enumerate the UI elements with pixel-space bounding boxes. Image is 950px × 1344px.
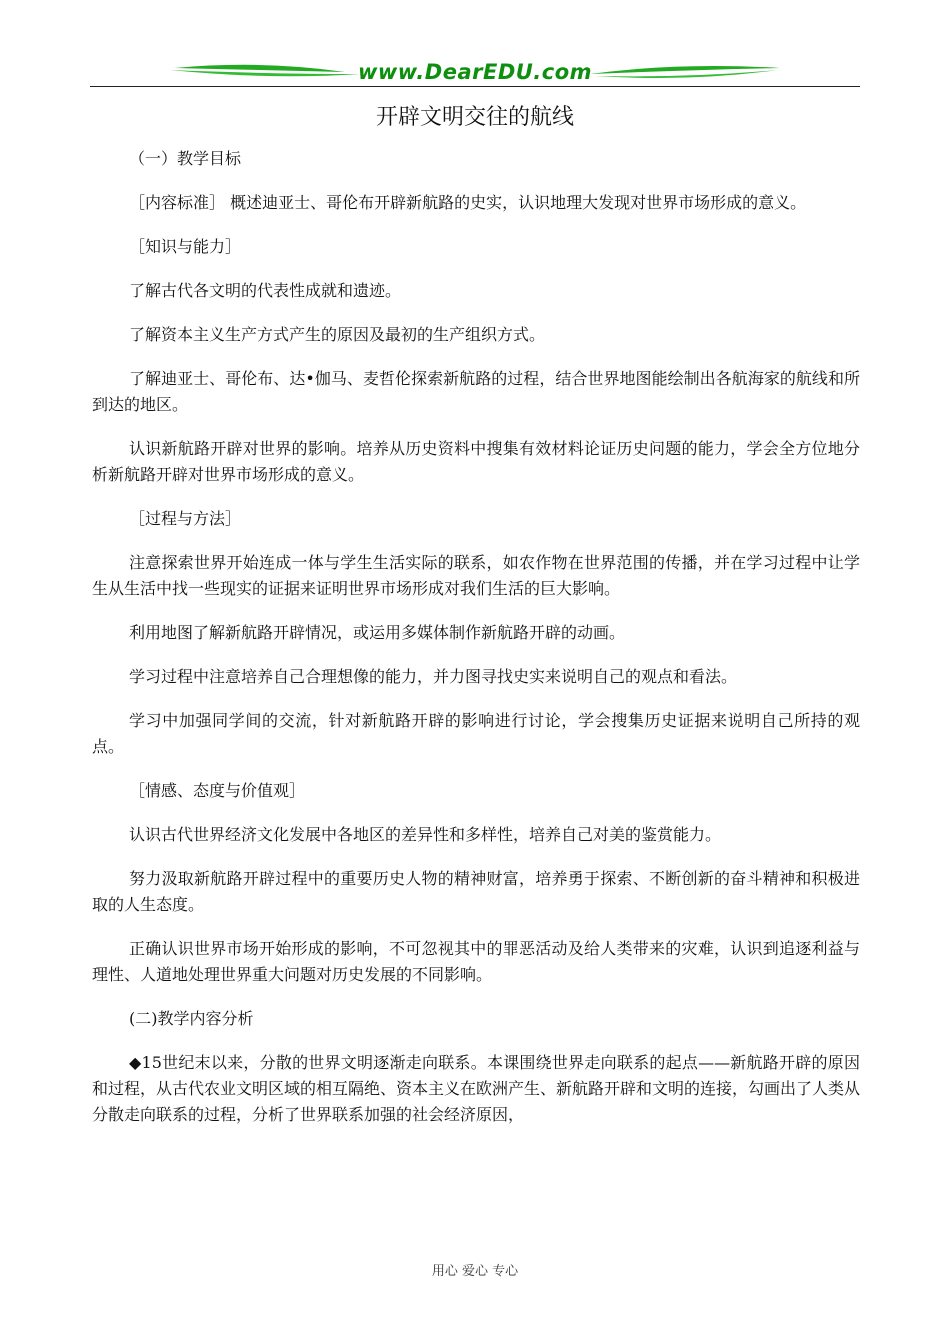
paragraph: 了解资本主义生产方式产生的原因及最初的生产组织方式。	[129, 325, 546, 344]
paragraph: 利用地图了解新航路开辟情况，或运用多媒体制作新航路开辟的动画。	[129, 623, 626, 642]
paragraph: 认识古代世界经济文化发展中各地区的差异性和多样性，培养自己对美的鉴赏能力。	[129, 825, 722, 844]
subheading-knowledge-ability: ［知识与能力］	[129, 237, 242, 256]
paragraph: ◆15世纪末以来，分散的世界文明逐渐走向联系。本课围绕世界走向联系的起点——新航路开辟的原因和过程，从古代农业文明区域的相互隔绝、资本主义在欧洲产生、新航路开辟和文明的连接，勾画出了人类从分散走向联系的过程，分析了世界联系加强的社会经济原因，	[92, 1053, 861, 1124]
paragraph: 正确认识世界市场开始形成的影响，不可忽视其中的罪恶活动及给人类带来的灾难，认识到追逐利益与理性、人道地处理世界重大问题对历史发展的不同影响。	[92, 939, 860, 984]
page-footer: 用心 爱心 专心	[431, 1264, 519, 1279]
paragraph: 注意探索世界开始连成一体与学生生活实际的联系，如农作物在世界范围的传播，并在学习过程中让学生从生活中找一些现实的证据来证明世界市场形成对我们生活的巨大影响。	[92, 553, 860, 598]
section-heading-objectives: （一）教学目标	[129, 149, 242, 168]
paragraph: 认识新航路开辟对世界的影响。培养从历史资料中搜集有效材料论证历史问题的能力，学会全方位地分析新航路开辟对世界市场形成的意义。	[92, 439, 860, 484]
section-heading-content-analysis: (二)教学内容分析	[129, 1009, 254, 1028]
header-rule	[90, 86, 860, 87]
subheading-process-method: ［过程与方法］	[129, 509, 242, 528]
site-logo-text: www.DearEDU.com	[357, 60, 593, 84]
subheading-attitude-values: ［情感、态度与价值观］	[129, 781, 306, 800]
paragraph: 努力汲取新航路开辟过程中的重要历史人物的精神财富，培养勇于探索、不断创新的奋斗精神和积极进取的人生态度。	[92, 869, 860, 914]
site-header	[90, 58, 860, 90]
paragraph: 了解古代各文明的代表性成就和遗迹。	[129, 281, 402, 300]
paragraph-content-standard: ［内容标准］ 概述迪亚士、哥伦布开辟新航路的史实，认识地理大发现对世界市场形成的意义。	[129, 193, 807, 212]
document-body	[92, 146, 860, 1146]
document-title: 开辟文明交往的航线	[375, 105, 574, 130]
paragraph: 了解迪亚士、哥伦布、达•伽马、麦哲伦探索新航路的过程，结合世界地图能绘制出各航海家的航线和所到达的地区。	[92, 369, 860, 414]
paragraph: 学习中加强同学间的交流，针对新航路开辟的影响进行讨论，学会搜集历史证据来说明自己所持的观点。	[92, 711, 860, 756]
paragraph: 学习过程中注意培养自己合理想像的能力，并力图寻找史实来说明自己的观点和看法。	[129, 667, 738, 686]
